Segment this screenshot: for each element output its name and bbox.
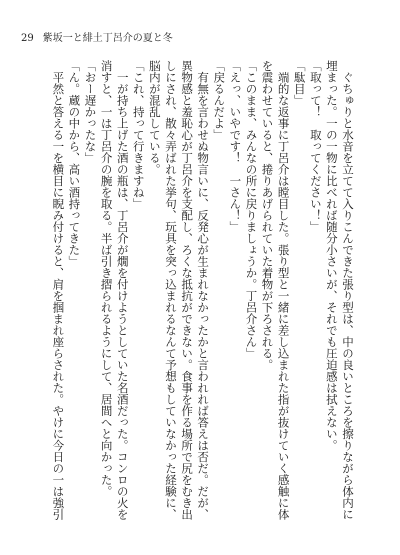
text-column: 消すと、一は丁呂介の腕を取る。半ば引き摺られるようにして、居間へと向かった。 (99, 60, 114, 497)
text-column: 埋まった。一の一物に比べれば随分小さいが、それでも圧迫感は拭えない。 (324, 60, 339, 451)
running-title: 紫坂一と緋土丁呂介の夏と冬 (42, 33, 173, 44)
text-column: 有無を言わせぬ物言いに、反発心が生まれなかったかと言われれば答えは否だ。だが、 (196, 60, 211, 520)
vertical-text-body (50, 60, 356, 526)
text-column: を震わせていると、捲りあげられていた着物が下ろされる。 (260, 60, 275, 371)
text-column: しにされ、散々弄ばれた挙句、玩具を突っ込まれるなんて予想もしていなかった経験に、 (163, 60, 178, 520)
text-column: 「えっ、いやです！ 一さん！」 (228, 60, 243, 233)
text-column: 端的な返事に丁呂介は瞠目した。張り型と一緒に差し込まれた指が抜けていく感触に体 (276, 60, 291, 520)
text-column: 異物感と羞恥心が丁呂介を支配し、ろくな抵抗ができない。食事を作る場所で尻をむき出 (180, 60, 195, 520)
page-number: 29 (21, 33, 34, 44)
text-column: 「これ、持って行きますね」 (131, 60, 146, 210)
text-column: 「おー遅かったな」 (83, 60, 98, 164)
text-column: 平然と答える一を横目に睨み付けると、肩を掴まれ座らされた。やけに今日の一は強引 (51, 60, 66, 520)
text-column: 「このまま、みんなの所に戻りましょうか。丁呂介さん」 (244, 60, 259, 359)
text-column: 「駄目」 (292, 60, 307, 106)
text-column: 「ん。蔵の中から、高い酒持ってきた」 (67, 60, 82, 267)
running-header (21, 33, 173, 45)
text-column: 脳内が混乱している。 (147, 60, 162, 175)
text-column: 「取って！ 取ってください！」 (308, 60, 323, 233)
text-column: 「戻るんだよ」 (212, 60, 227, 141)
text-column: ぐちゅりと水音を立てて入りこんできた張り型は、中の良いところを擦りながら体内に (341, 60, 355, 520)
text-column: 一が持ち上げた酒の瓶は、丁呂介が燗を付けようとしていた名酒だった。コンロの火を (115, 60, 130, 520)
